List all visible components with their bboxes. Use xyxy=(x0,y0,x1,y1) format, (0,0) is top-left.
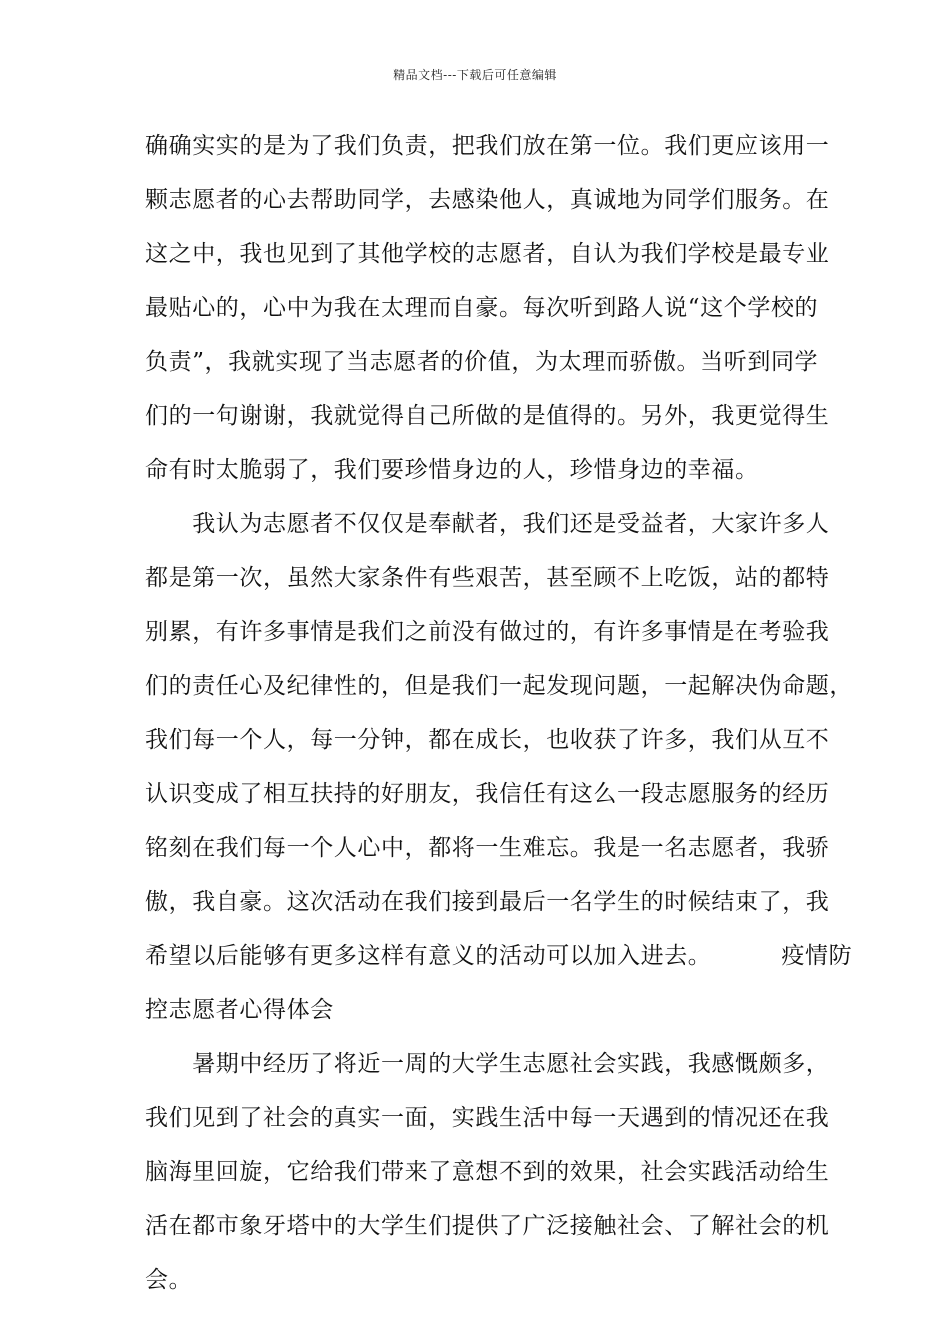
text-line: 活在都市象牙塔中的大学生们提供了广泛接触社会、了解社会的机 xyxy=(145,1213,830,1239)
text-line: 都是第一次，虽然大家条件有些艰苦，甚至顾不上吃饭，站的都特 xyxy=(145,565,830,591)
text-line: 我们每一个人，每一分钟，都在成长，也收获了许多，我们从互不 xyxy=(145,727,830,753)
text-line: 负责”，我就实现了当志愿者的价值，为太理而骄傲。当听到同学 xyxy=(145,349,819,375)
text-line: 最贴心的，心中为我在太理而自豪。每次听到路人说“这个学校的 xyxy=(145,295,819,321)
text-line: 我们见到了社会的真实一面，实践生活中每一天遇到的情况还在我 xyxy=(145,1105,830,1131)
text-line: 别累，有许多事情是我们之前没有做过的，有许多事情是在考验我 xyxy=(145,619,830,645)
text-line: 傲，我自豪。这次活动在我们接到最后一名学生的时候结束了，我 xyxy=(145,889,830,915)
text-line: 我认为志愿者不仅仅是奉献者，我们还是受益者，大家许多人 xyxy=(145,511,830,537)
page-header: 精品文档---下载后可任意编辑 xyxy=(393,68,557,82)
section-title-part-1: 疫情防 xyxy=(781,943,853,969)
text-line: 认识变成了相互扶持的好朋友，我信任有这么一段志愿服务的经历 xyxy=(145,781,830,807)
paragraph-3 xyxy=(145,1046,830,1316)
text-line xyxy=(145,938,853,992)
text-line: 们的责任心及纪律性的，但是我们一起发现问题，一起解决伪命题， xyxy=(145,673,853,699)
text-line: 脑海里回旋，它给我们带来了意想不到的效果，社会实践活动给生 xyxy=(145,1159,830,1185)
paragraph-2-last-line: 希望以后能够有更多这样有意义的活动可以加入进去。 xyxy=(145,943,712,969)
text-line: 确确实实的是为了我们负责，把我们放在第一位。我们更应该用一 xyxy=(145,133,830,159)
text-line: 颗志愿者的心去帮助同学，去感染他人，真诚地为同学们服务。在 xyxy=(145,187,830,213)
section-title-part-2: 控志愿者心得体会 xyxy=(145,997,334,1023)
text-line: 会。 xyxy=(145,1267,193,1293)
paragraph-1 xyxy=(145,128,830,506)
paragraph-2 xyxy=(145,506,853,1046)
document-body xyxy=(145,128,853,1316)
text-line: 命有时太脆弱了，我们要珍惜身边的人，珍惜身边的幸福。 xyxy=(145,457,759,483)
text-line: 们的一句谢谢，我就觉得自己所做的是值得的。另外，我更觉得生 xyxy=(145,403,830,429)
text-line: 暑期中经历了将近一周的大学生志愿社会实践，我感慨颇多， xyxy=(145,1051,830,1077)
text-line: 这之中，我也见到了其他学校的志愿者，自认为我们学校是最专业 xyxy=(145,241,830,267)
text-line: 铭刻在我们每一个人心中，都将一生难忘。我是一名志愿者，我骄 xyxy=(145,835,830,861)
